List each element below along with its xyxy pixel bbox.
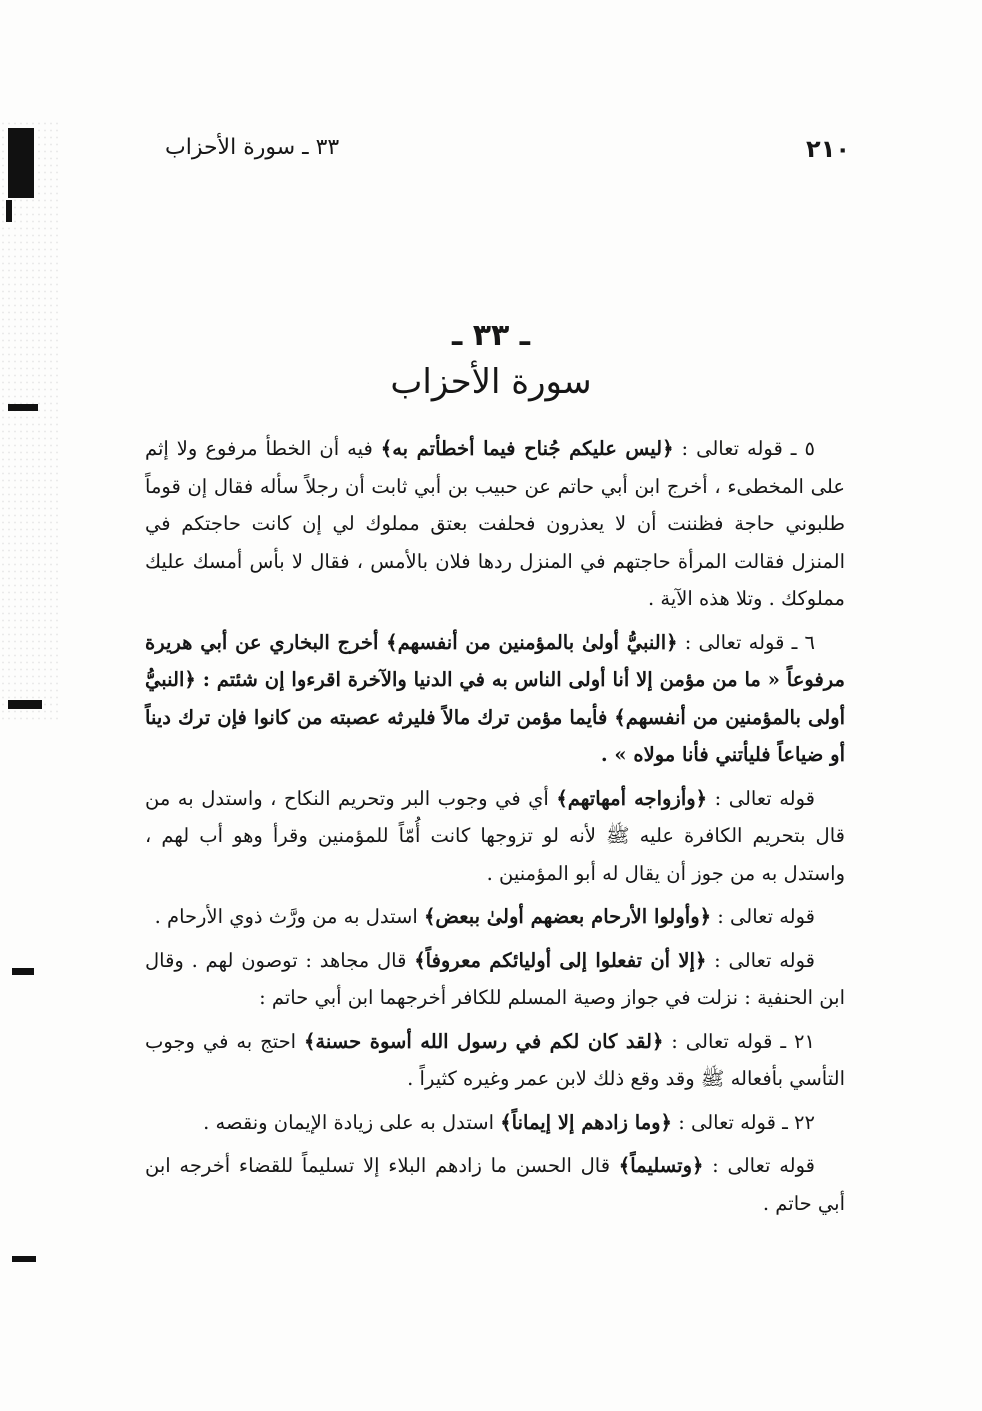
paragraph bbox=[145, 624, 845, 774]
commentary-text: استدل به على زيادة الإيمان ونقصه . bbox=[203, 1110, 501, 1134]
paragraph bbox=[145, 942, 845, 1017]
verse-prefix: قوله تعالى : bbox=[707, 786, 815, 810]
paragraph bbox=[145, 898, 845, 936]
commentary-text: قال مجاهد : توصون لهم . وقال ابن الحنفية : نزلت في جواز وصية المسلم للكافر أخرجهما ابن أبي حاتم : bbox=[145, 948, 845, 1009]
verse-quote: ﴿وأولوا الأرحام بعضهم أولىٰ ببعض﴾ bbox=[423, 905, 712, 928]
verse-prefix: قوله تعالى : bbox=[703, 1154, 815, 1177]
body-text bbox=[145, 430, 845, 1228]
paragraph bbox=[145, 430, 845, 618]
scan-edge-mark bbox=[12, 1256, 36, 1262]
running-title: ٣٣ ـ سورة الأحزاب bbox=[165, 135, 340, 160]
verse-prefix: ٢٢ ـ قوله تعالى : bbox=[672, 1110, 815, 1134]
verse-prefix: ٦ ـ قوله تعالى : bbox=[677, 630, 815, 654]
commentary-text: أخرج البخاري عن أبي هريرة مرفوعاً « ما من مؤمن إلا أنا أولى الناس به في الدنيا والآخرة اقرءوا إن شئتم : ﴿النبيُّ أولى بالمؤمنين من أنفسهم﴾ فأيما مؤمن ترك مالاً فليرثه عصبته من كانوا فإن ترك ديناً أو ضياعاً فليأتني فأنا مولاه » . bbox=[145, 630, 845, 766]
verse-quote: ﴿النبيُّ أولىٰ بالمؤمنين من أنفسهم﴾ bbox=[386, 630, 678, 654]
verse-prefix: قوله تعالى : bbox=[706, 948, 815, 972]
verse-quote: ﴿وتسليماً﴾ bbox=[618, 1154, 704, 1177]
paragraph bbox=[145, 1104, 845, 1142]
commentary-text: قال الحسن ما زادهم البلاء إلا تسليماً للقضاء أخرجه ابن أبي حاتم . bbox=[145, 1154, 845, 1215]
chapter-title: سورة الأحزاب bbox=[390, 362, 592, 402]
paragraph bbox=[145, 780, 845, 893]
page-number: ٢١٠ bbox=[806, 135, 850, 163]
commentary-text: فيه أن الخطأ مرفوع ولا إثم على المخطىء ، أخرج ابن أبي حاتم عن حبيب بن أبي ثابت أن رجلاً سأله فقال إن قوماً طلبوني حاجة فظننت أن لا يعذرون فحلفت بعتق مملوك لي إن كانت حاجتكم في المنزل فقالت المرأة حاجتهم في المنزل ردها فلان بالأمس ، فقال لا بأس أمسك عليك مملوكك . وتلا هذه الآية . bbox=[145, 437, 845, 610]
page-header bbox=[165, 135, 850, 175]
commentary-text: أي في وجوب البر وتحريم النكاح ، واستدل به من قال بتحريم الكافرة عليه ﷺ لأنه لو تزوجها كانت أُمّاً للمؤمنين وقرأ وهو أب لهم ، واستدل به من جوز أن يقال له أبو المؤمنين . bbox=[145, 786, 845, 885]
paragraph bbox=[145, 1023, 845, 1098]
scan-edge-mark bbox=[8, 404, 38, 411]
verse-quote: ﴿ليس عليكم جُناح فيما أخطأتم به﴾ bbox=[380, 437, 674, 460]
verse-quote: ﴿وما زادهم إلا إيماناً﴾ bbox=[500, 1110, 672, 1134]
scan-edge-mark bbox=[8, 700, 42, 709]
scan-edge-mark bbox=[8, 128, 34, 198]
scan-edge-mark bbox=[6, 200, 12, 222]
verse-prefix: ٥ ـ قوله تعالى : bbox=[673, 437, 815, 460]
chapter-number: ـ ٣٣ ـ bbox=[451, 318, 531, 353]
paragraph bbox=[145, 1147, 845, 1222]
verse-prefix: ٢١ ـ قوله تعالى : bbox=[663, 1029, 815, 1053]
verse-prefix: قوله تعالى : bbox=[711, 905, 815, 928]
verse-quote: ﴿وأزواجه أمهاتهم﴾ bbox=[556, 786, 708, 810]
verse-quote: ﴿لقد كان لكم في رسول الله أسوة حسنة﴾ bbox=[304, 1029, 664, 1053]
commentary-text: احتج به في وجوب التأسي بأفعاله ﷺ وقد وقع ذلك لابن عمر وغيره كثيراً . bbox=[145, 1029, 845, 1090]
verse-quote: ﴿إلا أن تفعلوا إلى أوليائكم معروفاً﴾ bbox=[414, 948, 707, 972]
scan-edge-mark bbox=[12, 968, 34, 975]
commentary-text: استدل به من ورَّث ذوي الأرحام . bbox=[154, 905, 424, 928]
